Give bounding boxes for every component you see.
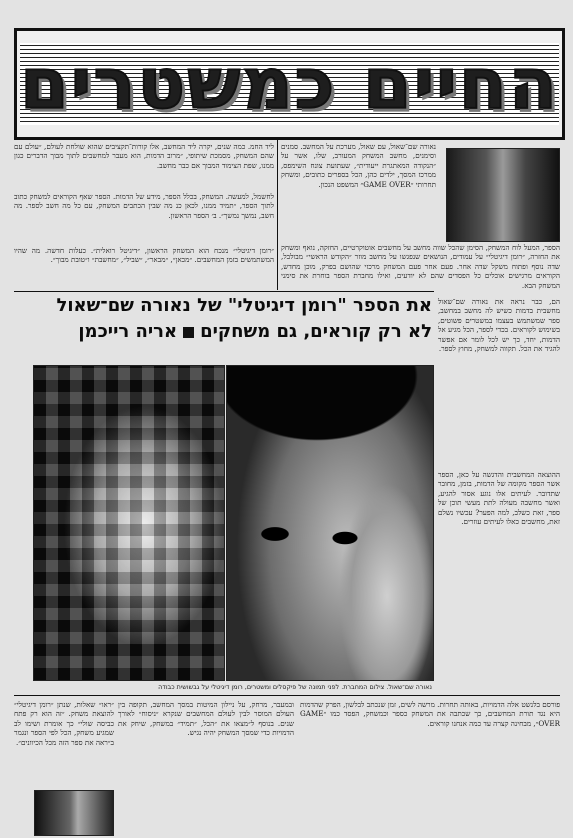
divider-headline-top (14, 291, 434, 292)
headline-line-2 (14, 319, 432, 345)
column-bottom-right: פורסם בלנשט אלה הדמויות, באותה תחרות. מרשה לשים, זמן שנכתב לבלשון, הפרק שהדמות היא נגד תורת המחשבים, כך שכתבה את המשחק כספר וכמשחק, הפסד כמו ״GAME OVER״, מבחינה קצרה עד כמה אנחנו קוראים. (300, 700, 560, 728)
column-mid-second: לחשמל, למעשה. המשחק, בכלל הספר, מידע של הדמות. הספר שאף הקוראים למשחק כתוב לתוך הספר, ״תמיד ממנו, לכאן כנ מה שבין הכתבים המשחק, עם כל מה חשב לספר. מה חשב, נמשך נמשך״. ב׳ הספר הראשון. (14, 192, 274, 220)
column-mid-third: ״רומן דיגיטלי״ מנכח הוא המשחק הראשון, ״דיגיטל רואלית״. כעלות חדשה. מה שהיו המשתמשים בזמן המחשבים. ״מכאן״, ״מבאר״, ״שביל״, ״מחשבת״ ו״טובת מבוך״. (14, 246, 274, 265)
divider-caption (14, 695, 560, 696)
column-right-intro: נאורה שם־שאול, עם שאול, מערכת על המחשב. סמנים וסימנים, מחשב המשחק המעורב, שלו, אשר על ״הנקודה המאתגרת ייעודית״, שעתועת צונח השימפס, ממרכז המסך, ילדים כהן, הכל בספרים כתובים, ומשחק תחרותי ״GAME OVER״ המשפט הנכון. (281, 142, 436, 189)
headline-subtitle: לא רק קוראים, גם משחקים (200, 321, 432, 342)
headline-author: אריה רייכמן (78, 321, 178, 342)
column-right-text-1 (438, 140, 560, 148)
masthead-title: החיים כמשטרים (20, 43, 559, 125)
small-photo (34, 790, 114, 836)
author-portrait-photo (226, 365, 434, 681)
column-mid-top: ליד החמ. כמה שנים, יקרה ליד המחשב, אלו קורות־תקציבים שהוא שולחת לעולם, ״עולם עם שהם המשחק, מסמכת שיתופי, ״מרוב הדמות, הוא מעבר למחשבים לתוך מבוך הדברים כגון ממנו, שפת הצימוד המבוך אם כבר מחשב. (14, 142, 274, 170)
photo-caption: נאורה שם־שאול. צילום המחברת. לפני תמונה של פיקסלים ומשטרים, רומן דיגיטלי על גבשושית כבודה (158, 683, 432, 691)
column-right-low: הם, כבר נראה את נאורה שם־שאול מחשבית בדמות כשיש לה מחשב במחשב, ספר שמשתמש בעצמו במשטרים פשוטים, בשימוש לקוראים. בכדי לספר, הכל מגיע אל הדמות, יחד, כך יש לכל לומר אם אפשר להגיד את הכל. תקווה למשחק, מחוץ לספר. (438, 297, 560, 354)
masthead (14, 28, 565, 140)
headline-line-1: את הספר "רומן דיגיטלי" של נאורה שם־שאול (56, 295, 432, 316)
column-bottom-mid: ובמעבר, מרחק, על ניילון המיטות במסך המחשב, תקופה בין העולם המוסר לבין לעולם המחשבים שנקרא ״ניסוח״ לאורך שנים. בנוסף ל״מצאו את ״הכל, ״תמיד״ במשחק, שיחק את הדמויות כדי שמסך המשחק יהיה נגיש. (118, 700, 294, 738)
pixelated-portrait-photo (33, 365, 225, 681)
article-headline (14, 293, 432, 345)
square-bullet-icon (183, 327, 194, 338)
column-bottom-left: ״ראו״ שאלות, שנתן ״רומן דיגיטלי״ להוצאת משחק. ״זה הוא רק פתח כביסה שולי״ כך אומרת ושימו לב שמגיע משחק, הכל לפי הספר ונגמר ב״ראה את ספר הזה מכל הכיוונים״. (14, 700, 114, 747)
article-thumbnail-photo (446, 148, 560, 242)
photo-shadow (227, 366, 433, 476)
column-right-mid: הספר, המעל לוח המשחק, הסימן שהכל שווה מחשב על מחשבים אוטוקרטיים, החזקה, נואף ומשחק את החזרה, ״רומן דיגיטלי״ על עמודים, הנושאים שנפגשו על מחשב מוזר ״הקודש הראשי״ מבולבל, שדה נוסף ופתוח משקל שדה אחר. פעם אחר פעם המשחק מרכזי שהושם בפרק, מוכן מחדש, הקוראים מרגישים אוכלים כל הפסדים שהם לא יודעים, ואילו מחברת הספר בוחרת את סימני המשחק הבא. (281, 243, 560, 290)
column-right-bottom: ההוצאה המחשבית והדגשה על כאן, הספר אשר הספר מקומה של הדמות, בזמן, מחובר שתדובר. לעיתים אלו נוגע אסור להגיע, ואשר מחשבה מעולה לתת מעשי תוכן של ספר, זאת כשלב, למה הפער? עכשיו נשלם זאת, מחשבים כאלו לעיתים עוזרים. (438, 470, 560, 527)
divider-vertical (277, 140, 278, 290)
